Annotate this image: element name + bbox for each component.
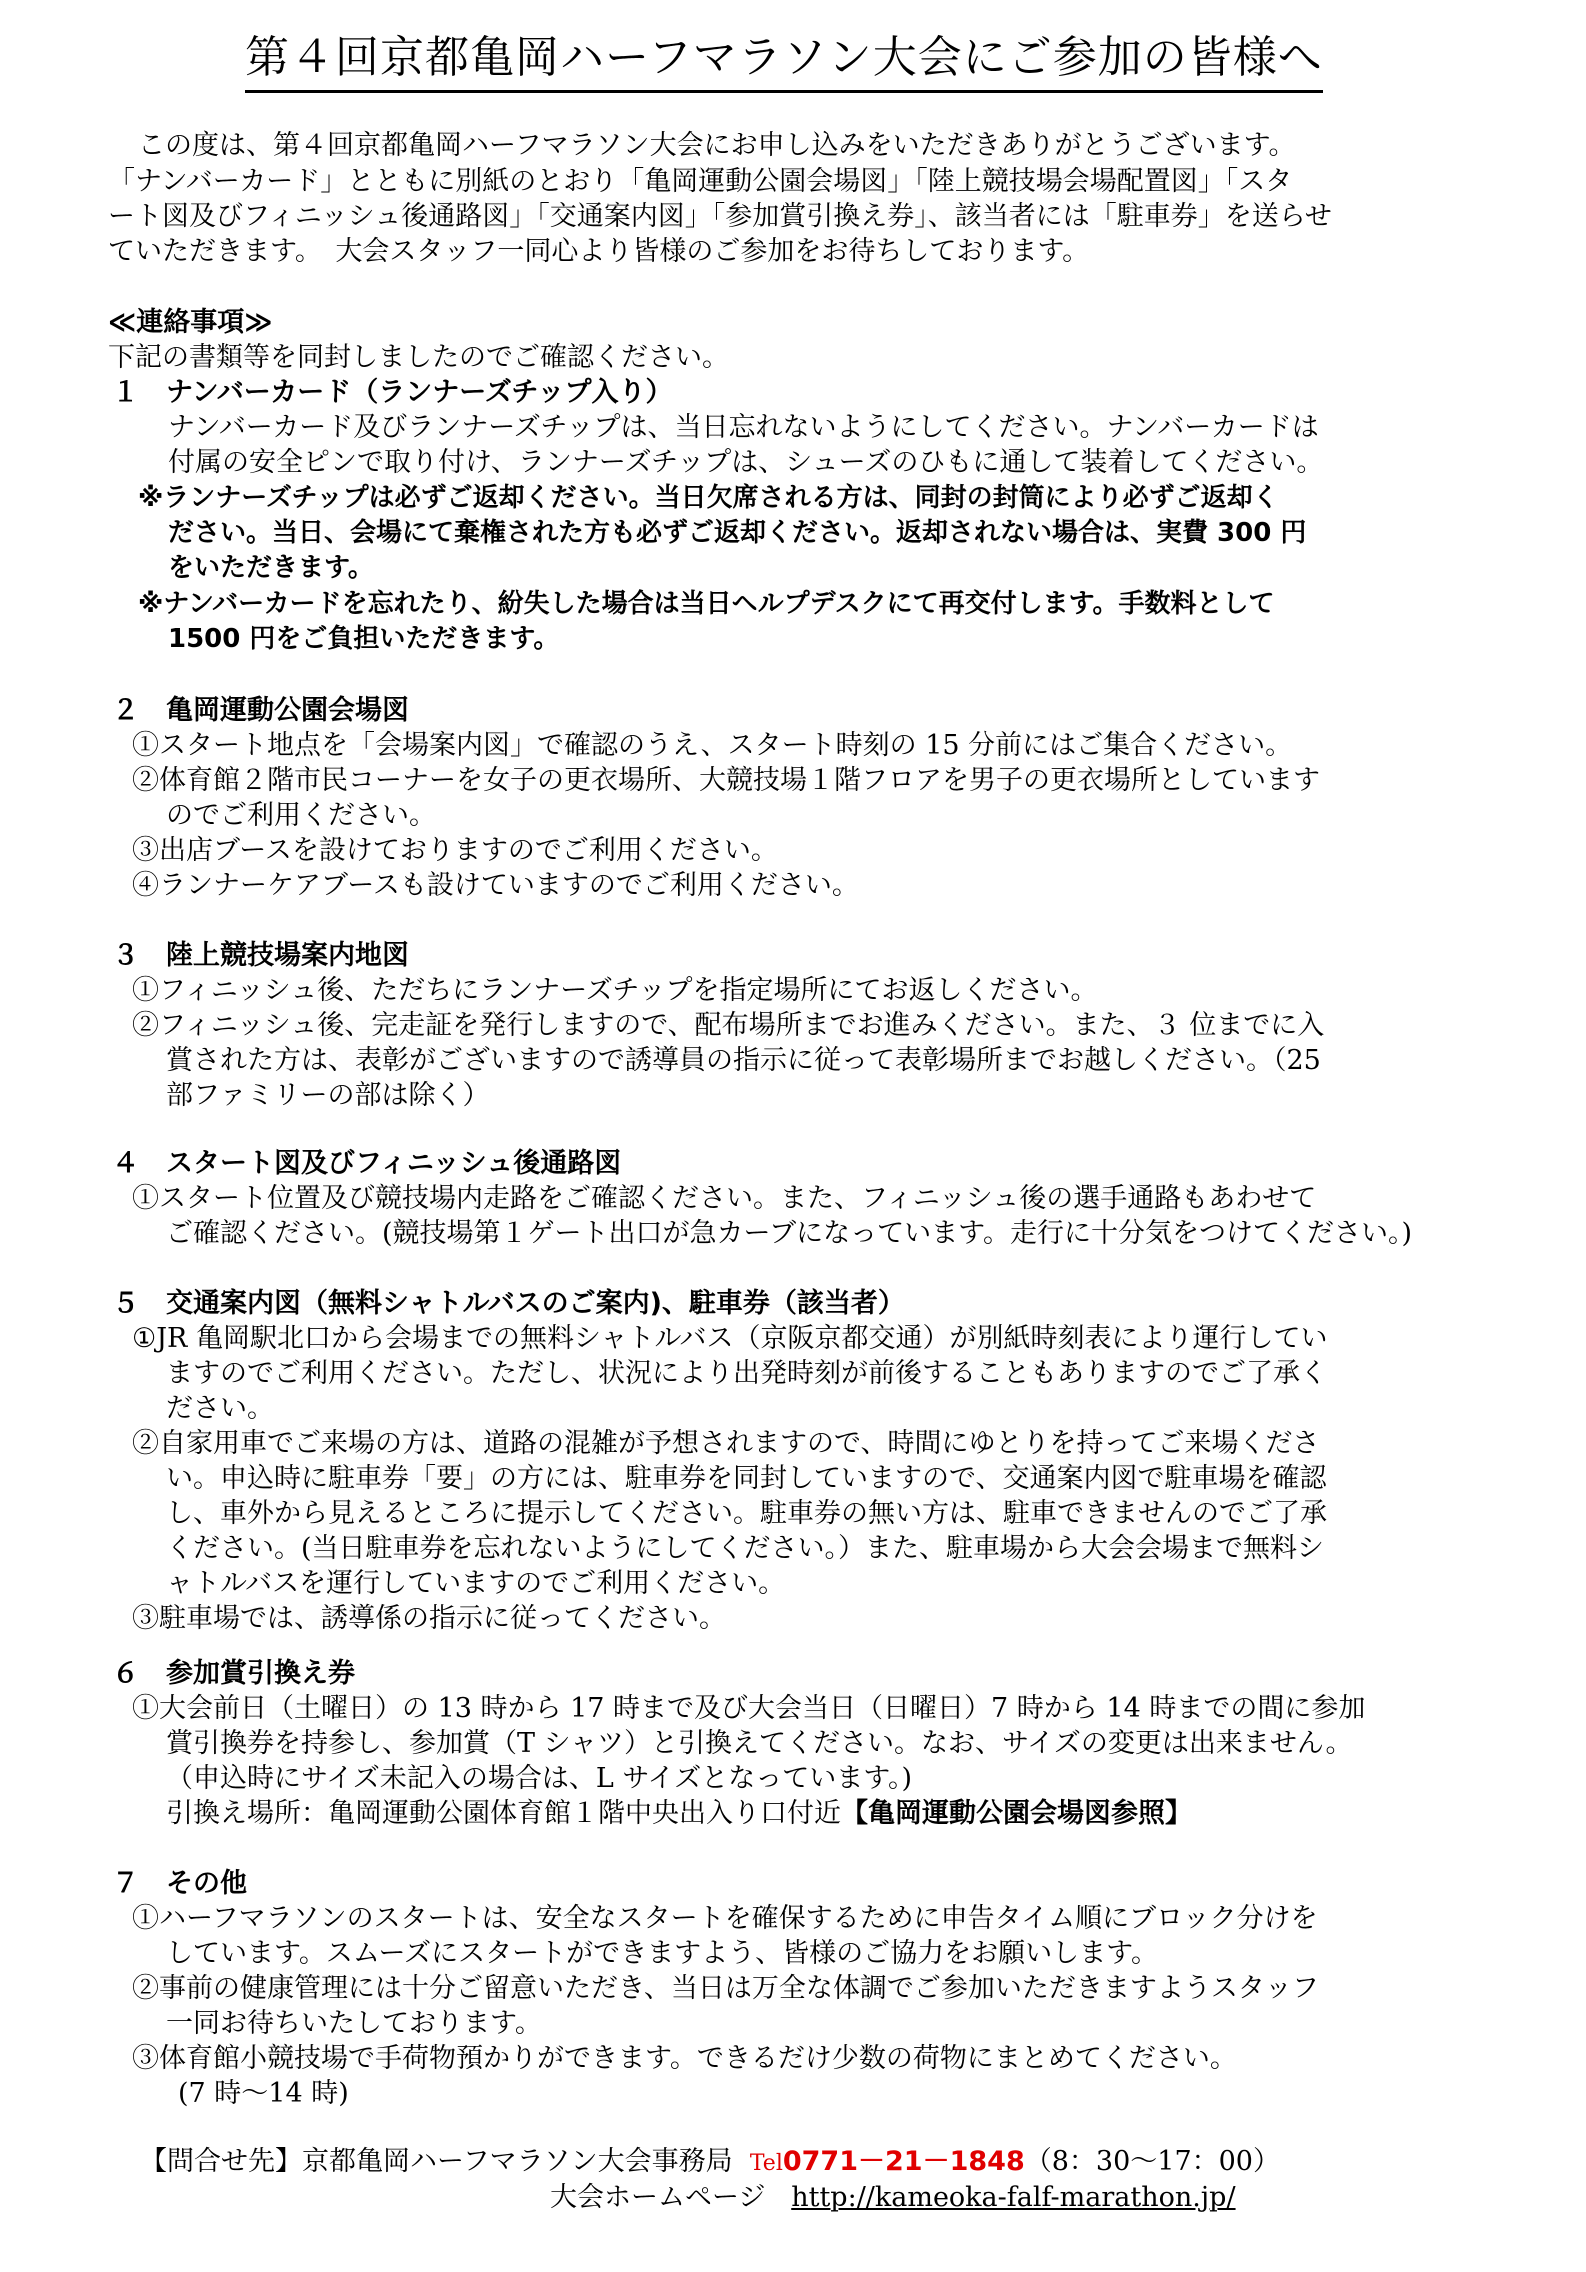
page-title: 第４回京都亀岡ハーフマラソン大会にご参加の皆様へ — [245, 28, 1323, 93]
section-1-note: 1500 円をご負担いただきます。 — [168, 624, 560, 654]
section-1-line: 付属の安全ピンで取り付け、ランナーズチップは、シューズのひもに通して装着してください。 — [168, 447, 1324, 478]
section-3-line: 部ファミリーの部は除く） — [166, 1080, 490, 1111]
section-7-line: ③体育館小競技場で手荷物預かりができます。できるだけ少数の荷物にまとめてください。 — [132, 2043, 1237, 2074]
section-2-heading: ２ 亀岡運動公園会場図 — [112, 695, 409, 726]
office-hours: （8：30～17：00） — [1024, 2146, 1280, 2177]
section-5-line: ②自家用車でご来場の方は、道路の混雑が予想されますので、時間にゆとりを持ってご来場くださ — [132, 1428, 1320, 1459]
intro-line: 「ナンバーカード」とともに別紙のとおり「亀岡運動公園会場図」「陸上競技場会場配置図」「スタ — [108, 166, 1293, 197]
phone-group — [750, 2146, 1025, 2177]
intro-line: ート図及びフィニッシュ後通路図」「交通案内図」「参加賞引換え券」、該当者には「駐車券」を送らせ — [108, 201, 1332, 232]
section-6-line: （申込時にサイズ未記入の場合は、L サイズとなっています。) — [166, 1763, 913, 1794]
section-1-note: ※ナンバーカードを忘れたり、紛失した場合は当日ヘルプデスクにて再交付します。手数料として — [138, 589, 1275, 619]
section-2-line: ②体育館２階市民コーナーを女子の更衣場所、大競技場１階フロアを男子の更衣場所としています — [132, 765, 1320, 796]
section-1-heading: １ ナンバーカード（ランナーズチップ入り） — [112, 377, 673, 408]
section-3-line: 賞された方は、表彰がございますので誘導員の指示に従って表彰場所までお越しください。（25 — [166, 1045, 1321, 1076]
section-4-line: ①スタート位置及び競技場内走路をご確認ください。また、フィニッシュ後の選手通路もあわせて — [132, 1183, 1317, 1214]
section-5-line: ださい。 — [166, 1393, 274, 1424]
section-5-line: ③駐車場では、誘導係の指示に従ってください。 — [132, 1603, 726, 1634]
venue-map-reference: 【亀岡運動公園会場図参照】 — [841, 1798, 1192, 1829]
section-3-line: ①フィニッシュ後、ただちにランナーズチップを指定場所にてお返しください。 — [132, 975, 1098, 1006]
section-2-line: ③出店ブースを設けておりますのでご利用ください。 — [132, 835, 778, 866]
section-4-line: ご確認ください。(競技場第１ゲート出口が急カーブになっています。走行に十分気をつけてください。) — [166, 1218, 1413, 1249]
section-1-note: ※ランナーズチップは必ずご返却ください。当日欠席される方は、同封の封筒により必ずご返却く — [138, 483, 1279, 513]
section-7-line: ②事前の健康管理には十分ご留意いただき、当日は万全な体調でご参加いただきますようスタッフ — [132, 1973, 1319, 2004]
contact-heading: ≪連絡事項≫ — [108, 307, 273, 338]
intro-line: ていただきます。 大会スタッフ一同心より皆様のご参加をお待ちしております。 — [108, 236, 1090, 267]
section-7-line: 一同お待ちいたしております。 — [166, 2008, 542, 2039]
section-1-line: ナンバーカード及びランナーズチップは、当日忘れないようにしてください。ナンバーカードは — [168, 412, 1319, 443]
section-4-heading: ４ スタート図及びフィニッシュ後通路図 — [112, 1148, 622, 1179]
section-5-line: ください。(当日駐車券を忘れないようにしてください。）また、駐車場から大会会場まで無料シ — [166, 1533, 1325, 1564]
section-5-line: ャトルバスを運行していますのでご利用ください。 — [166, 1568, 786, 1599]
section-3-line: ②フィニッシュ後、完走証を発行しますので、配布場所までお進みください。また、３ 位までに入 — [132, 1010, 1325, 1041]
section-1-note: ださい。当日、会場にて棄権された方も必ずご返却ください。返却されない場合は、実費 300 円 — [168, 518, 1307, 548]
homepage-link[interactable]: http://kameoka-falf-marathon.jp/ — [791, 2182, 1236, 2213]
section-6-line: ①大会前日（土曜日）の 13 時から 17 時まで及び大会当日（日曜日）7 時から 14 時までの間に参加 — [132, 1693, 1366, 1724]
section-5-line: ますのでご利用ください。ただし、状況により出発時刻が前後することもありますのでご了承く — [166, 1358, 1327, 1389]
section-5-line: い。申込時に駐車券「要」の方には、駐車券を同封していますので、交通案内図で駐車場を確認 — [166, 1463, 1327, 1494]
tel-mark: Tel — [749, 2151, 783, 2176]
section-5-heading: ５ 交通案内図（無料シャトルバスのご案内)、駐車券（該当者） — [112, 1288, 905, 1319]
section-6-line — [166, 1796, 1192, 1831]
footer-homepage — [550, 2180, 1236, 2215]
section-7-heading: ７ その他 — [112, 1868, 247, 1899]
section-1-note: をいただきます。 — [168, 553, 374, 583]
section-6-heading: ６ 参加賞引換え券 — [112, 1658, 355, 1689]
section-2-line: のでご利用ください。 — [166, 800, 436, 831]
section-3-heading: ３ 陸上競技場案内地図 — [112, 940, 409, 971]
contact-intro: 下記の書類等を同封しましたのでご確認ください。 — [108, 342, 729, 373]
contact-label: 【問合せ先】京都亀岡ハーフマラソン大会事務局 — [140, 2146, 733, 2177]
homepage-label: 大会ホームページ — [550, 2182, 766, 2213]
section-6-line: 賞引換券を持参し、参加賞（T シャツ）と引換えてください。なお、サイズの変更は出来ません。 — [166, 1728, 1353, 1759]
section-7-line: (7 時～14 時) — [178, 2078, 349, 2109]
exchange-location: 引換え場所：亀岡運動公園体育館１階中央出入り口付近 — [166, 1798, 841, 1829]
phone-number: 0771－21－1848 — [782, 2146, 1025, 2177]
section-7-line: ①ハーフマラソンのスタートは、安全なスタートを確保するために申告タイム順にブロック分けを — [132, 1903, 1318, 1934]
section-5-line: ①JR 亀岡駅北口から会場までの無料シャトルバス（京阪京都交通）が別紙時刻表により運行してい — [132, 1323, 1328, 1354]
intro-line: この度は、第４回京都亀岡ハーフマラソン大会にお申し込みをいただきありがとうございます。 — [138, 130, 1296, 161]
section-2-line: ①スタート地点を「会場案内図」で確認のうえ、スタート時刻の 15 分前にはご集合ください。 — [132, 730, 1293, 761]
section-7-line: しています。スムーズにスタートができますよう、皆様のご協力をお願いします。 — [166, 1938, 1158, 1969]
section-2-line: ④ランナーケアブースも設けていますのでご利用ください。 — [132, 870, 859, 901]
footer-contact — [140, 2144, 1280, 2181]
section-5-line: し、車外から見えるところに提示してください。駐車券の無い方は、駐車できませんのでご了承 — [166, 1498, 1327, 1529]
